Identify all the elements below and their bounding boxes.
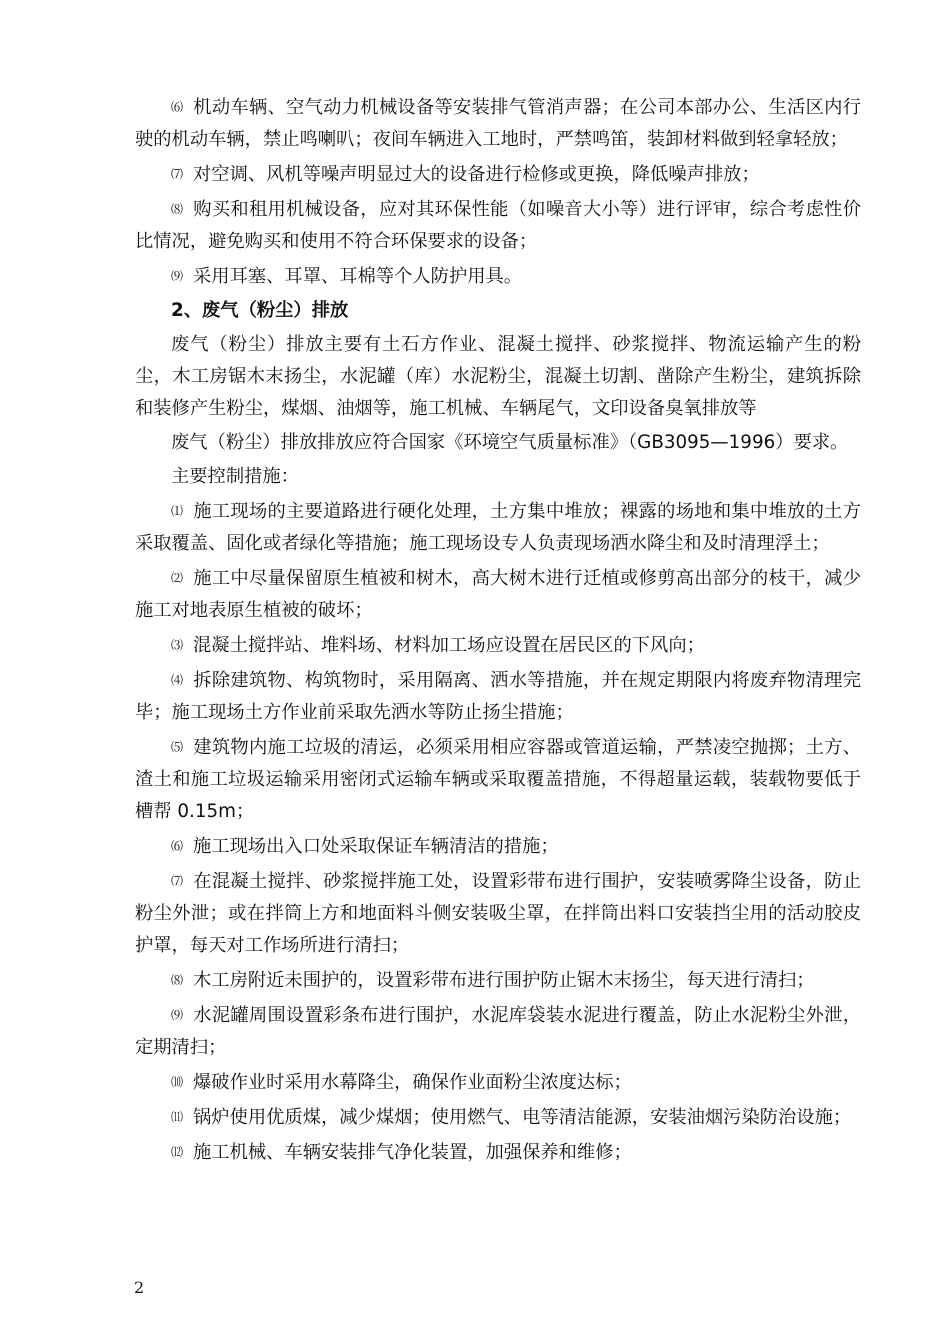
item-number: ⑹ (171, 839, 184, 853)
item-number: ⑻ (171, 202, 184, 216)
standard-paragraph: 废气（粉尘）排放排放应符合国家《环境空气质量标准》（GB3095—1996）要求。 (171, 432, 849, 453)
list-item (135, 963, 861, 998)
item-text: 木工房附近未围护的，设置彩带布进行围护防止锯木末扬尘，每天进行清扫； (193, 970, 815, 991)
list-item (135, 561, 861, 628)
page-number: 2 (134, 1278, 145, 1297)
item-text: 施工机械、车辆安装排气净化装置，加强保养和维修； (193, 1142, 632, 1163)
item-number: ⑴ (171, 504, 184, 518)
item-number: ⑺ (171, 874, 184, 888)
item-text: 机动车辆、空气动力机械设备等安装排气管消声器；在公司本部办公、生活区内行驶的机动车辆，禁止鸣喇叭；夜间车辆进入工地时，严禁鸣笛，装卸材料做到轻拿轻放； (135, 97, 861, 150)
list-item (135, 192, 861, 259)
noise-measures-list (135, 90, 861, 294)
item-text: 水泥罐周围设置彩条布进行围护，水泥库袋装水泥进行覆盖，防止水泥粉尘外泄，定期清扫； (135, 1005, 861, 1058)
item-text: 施工现场的主要道路进行硬化处理，土方集中堆放；裸露的场地和集中堆放的土方采取覆盖、固化或者绿化等措施；施工现场设专人负责现场洒水降尘和及时清理浮土； (135, 501, 861, 554)
item-text: 建筑物内施工垃圾的清运，必须采用相应容器或管道运输，严禁凌空抛掷；土方、渣土和施工垃圾运输采用密闭式运输车辆或采取覆盖措施，不得超量运载，装载物要低于槽帮 0.15m； (135, 737, 861, 822)
item-text: 拆除建筑物、构筑物时，采用隔离、洒水等措施，并在规定期限内将废弃物清理完毕；施工现场土方作业前采取先洒水等防止扬尘措施； (135, 670, 861, 723)
list-item (135, 259, 861, 294)
item-text: 在混凝土搅拌、砂浆搅拌施工处，设置彩带布进行围护，安装喷雾降尘设备，防止粉尘外泄；或在拌筒上方和地面料斗侧安装吸尘罩，在拌筒出料口安装挡尘用的活动胶皮护罩，每天对工作场所进行清扫； (135, 871, 861, 956)
item-text: 施工中尽量保留原生植被和树木，高大树木进行迁植或修剪高出部分的枝干，减少施工对地表原生植被的破坏； (135, 568, 861, 621)
item-number: ⑿ (171, 1145, 184, 1159)
measures-label: 主要控制措施： (171, 466, 299, 487)
list-item (135, 730, 861, 829)
item-number: ⑹ (171, 100, 184, 114)
item-number: ⑸ (171, 740, 184, 754)
item-text: 购买和租用机械设备，应对其环保性能（如噪音大小等）进行评审，综合考虑性价比情况，避免购买和使用不符合环保要求的设备； (135, 199, 861, 252)
item-number: ⑼ (171, 1008, 184, 1022)
list-item (135, 998, 861, 1065)
item-number: ⑾ (171, 1110, 184, 1124)
item-number: ⑻ (171, 973, 184, 987)
item-text: 锅炉使用优质煤，减少煤烟；使用燃气、电等清洁能源，安装油烟污染防治设施； (193, 1107, 852, 1128)
list-item (135, 628, 861, 663)
item-number: ⑽ (171, 1075, 184, 1089)
item-text: 混凝土搅拌站、堆料场、材料加工场应设置在居民区的下风向； (193, 635, 705, 656)
item-text: 对空调、风机等噪声明显过大的设备进行检修或更换，降低噪声排放； (193, 164, 760, 185)
item-number: ⑼ (171, 269, 184, 283)
list-item (135, 829, 861, 864)
item-number: ⑺ (171, 167, 184, 181)
item-text: 施工现场出入口处采取保证车辆清洁的措施； (193, 836, 559, 857)
item-text: 爆破作业时采用水幕降尘，确保作业面粉尘浓度达标； (193, 1072, 632, 1093)
list-item (135, 157, 861, 192)
item-number: ⑵ (171, 571, 184, 585)
list-item (135, 864, 861, 963)
section-heading: 2、废气（粉尘）排放 (171, 300, 349, 321)
document-body (135, 90, 861, 1170)
list-item (135, 1100, 861, 1135)
item-number: ⑶ (171, 638, 184, 652)
list-item (135, 1065, 861, 1100)
dust-measures-list (135, 494, 861, 1170)
list-item (135, 1135, 861, 1170)
list-item (135, 663, 861, 730)
intro-paragraph: 废气（粉尘）排放主要有土石方作业、混凝土搅拌、砂浆搅拌、物流运输产生的粉尘，木工房锯木末扬尘，水泥罐（库）水泥粉尘，混凝土切割、凿除产生粉尘，建筑拆除和装修产生粉尘，煤烟、油烟等，施工机械、车辆尾气，文印设备臭氧排放等 (135, 334, 861, 419)
item-text: 采用耳塞、耳罩、耳棉等个人防护用具。 (193, 266, 523, 287)
item-number: ⑷ (171, 673, 184, 687)
list-item (135, 494, 861, 561)
list-item (135, 90, 861, 157)
